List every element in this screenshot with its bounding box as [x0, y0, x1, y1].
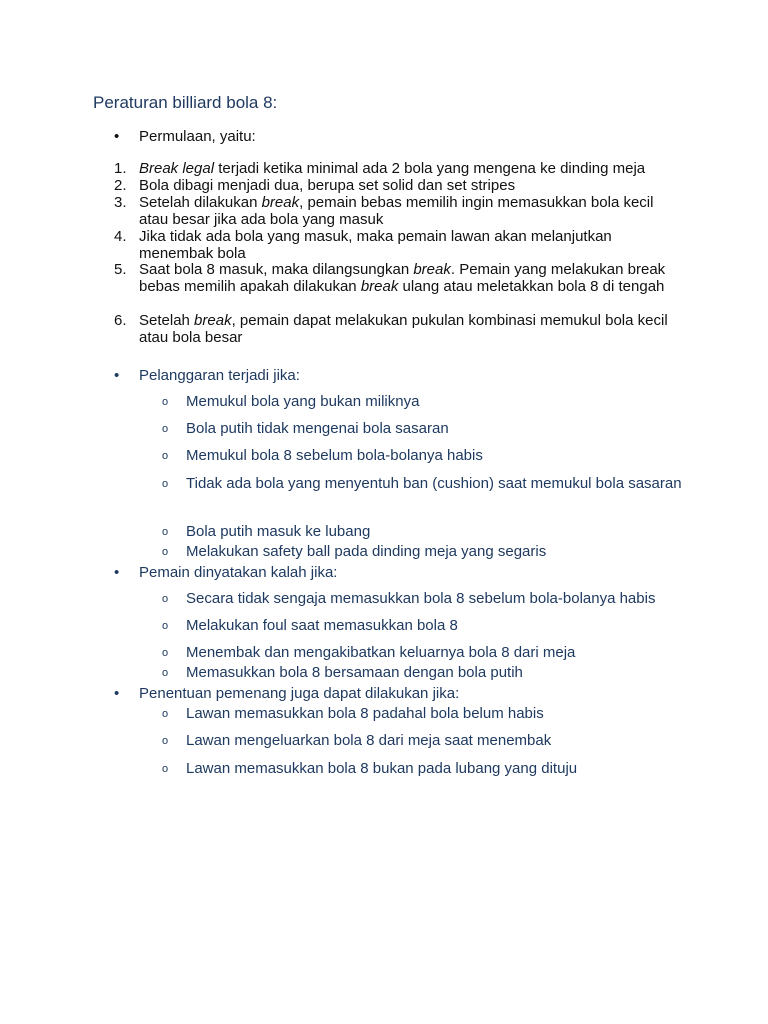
sub-list-item-text: Memukul bola 8 sebelum bola-bolanya habis — [186, 447, 483, 464]
text-run: Jika tidak ada bola yang masuk, maka pemain lawan akan melanjutkan menembak bola — [139, 228, 612, 262]
sub-list-item — [162, 446, 682, 467]
sub-list-item-text: Menembak dan mengakibatkan keluarnya bola 8 dari meja — [186, 644, 576, 661]
sub-list-item — [162, 616, 682, 637]
text-run: , pemain dapat melakukan pukulan kombinasi memukul bola kecil atau bola besar — [139, 312, 668, 346]
circle-bullet-icon: o — [162, 735, 169, 747]
sub-list-item — [162, 542, 682, 563]
numbered-item — [114, 262, 694, 295]
sub-list-item-text: Melakukan foul saat memasukkan bola 8 — [186, 617, 458, 634]
bullet-icon: • — [114, 128, 120, 145]
circle-bullet-icon: o — [162, 620, 169, 632]
sub-list-item-text: Memukul bola yang bukan miliknya — [186, 393, 420, 410]
circle-bullet-icon: o — [162, 423, 169, 435]
sub-list-item — [162, 663, 682, 684]
item-number: 4. — [114, 228, 127, 245]
circle-bullet-icon: o — [162, 763, 169, 775]
sub-list-item-text: Bola putih masuk ke lubang — [186, 523, 371, 540]
item-text — [139, 161, 684, 178]
italic-term: break — [261, 194, 300, 211]
circle-bullet-icon: o — [162, 546, 169, 558]
item-number: 6. — [114, 312, 127, 329]
bullet-icon: • — [114, 564, 120, 581]
italic-term: break — [413, 261, 451, 278]
circle-bullet-icon: o — [162, 593, 169, 605]
sub-list-item-text: Lawan memasukkan bola 8 padahal bola belum habis — [186, 705, 544, 722]
numbered-item — [114, 229, 694, 262]
sub-list-item — [162, 392, 682, 413]
sub-list-item — [162, 731, 682, 752]
sub-list-item-text: Melakukan safety ball pada dinding meja yang segaris — [186, 543, 547, 560]
circle-bullet-icon: o — [162, 526, 169, 538]
section-kalah-label: Pemain dinyatakan kalah jika: — [139, 564, 338, 581]
circle-bullet-icon: o — [162, 478, 169, 490]
item-text — [139, 178, 684, 195]
sub-list-item-text: Lawan mengeluarkan bola 8 dari meja saat menembak — [186, 732, 552, 749]
sub-list-item-text: Lawan memasukkan bola 8 bukan pada lubang yang dituju — [186, 760, 578, 777]
circle-bullet-icon: o — [162, 450, 169, 462]
item-number: 3. — [114, 194, 127, 211]
text-run: . Pemain yang melakukan break bebas memilih apakah dilakukan — [139, 261, 666, 295]
sub-list-item-text: Bola putih tidak mengenai bola sasaran — [186, 420, 449, 437]
text-run: , pemain bebas memilih ingin memasukkan bola kecil atau besar jika ada bola yang masuk — [139, 194, 654, 228]
item-number: 1. — [114, 160, 127, 177]
sub-list-item — [162, 589, 682, 610]
sub-list-item-text: Memasukkan bola 8 bersamaan dengan bola putih — [186, 664, 523, 681]
sub-list-item — [162, 759, 682, 780]
text-run: terjadi ketika minimal ada 2 bola yang mengena ke dinding meja — [214, 160, 646, 177]
text-run: Setelah dilakukan — [139, 194, 262, 211]
italic-term: break — [360, 277, 399, 295]
italic-term: break — [194, 312, 232, 329]
sub-list-item — [162, 522, 682, 543]
numbered-item — [114, 178, 694, 195]
circle-bullet-icon: o — [162, 667, 169, 679]
circle-bullet-icon: o — [162, 708, 169, 720]
sub-list-item — [162, 474, 682, 495]
numbered-item — [114, 161, 694, 178]
sub-list-item-text: Tidak ada bola yang menyentuh ban (cushion) saat memukul bola sasaran — [186, 475, 682, 492]
item-number: 5. — [114, 261, 127, 278]
section-pemenang-label: Penentuan pemenang juga dapat dilakukan jika: — [139, 685, 460, 702]
item-text — [139, 229, 684, 262]
circle-bullet-icon: o — [162, 647, 169, 659]
sub-list-item-text: Secara tidak sengaja memasukkan bola 8 sebelum bola-bolanya habis — [186, 590, 656, 607]
numbered-item — [114, 195, 694, 228]
item-text — [139, 195, 684, 228]
circle-bullet-icon: o — [162, 396, 169, 408]
sub-list-item — [162, 419, 682, 440]
text-run: Setelah — [139, 312, 195, 329]
italic-term: Break legal — [139, 160, 215, 177]
item-text — [139, 262, 684, 295]
text-run: Saat bola 8 masuk, maka dilangsungkan — [139, 261, 414, 278]
text-run: Bola dibagi menjadi dua, berupa set solid dan set stripes — [139, 177, 516, 194]
section-permulaan-label: Permulaan, yaitu: — [139, 128, 256, 145]
item-number: 2. — [114, 177, 127, 194]
bullet-icon: • — [114, 685, 120, 702]
numbered-item — [114, 313, 694, 346]
sub-list-item — [162, 704, 682, 725]
text-run: ulang atau meletakkan bola 8 di tengah — [398, 277, 665, 295]
document-title: Peraturan billiard bola 8: — [93, 93, 278, 112]
item-text — [139, 313, 684, 346]
bullet-icon: • — [114, 367, 120, 384]
section-pelanggaran-label: Pelanggaran terjadi jika: — [139, 367, 300, 384]
sub-list-item — [162, 643, 682, 664]
